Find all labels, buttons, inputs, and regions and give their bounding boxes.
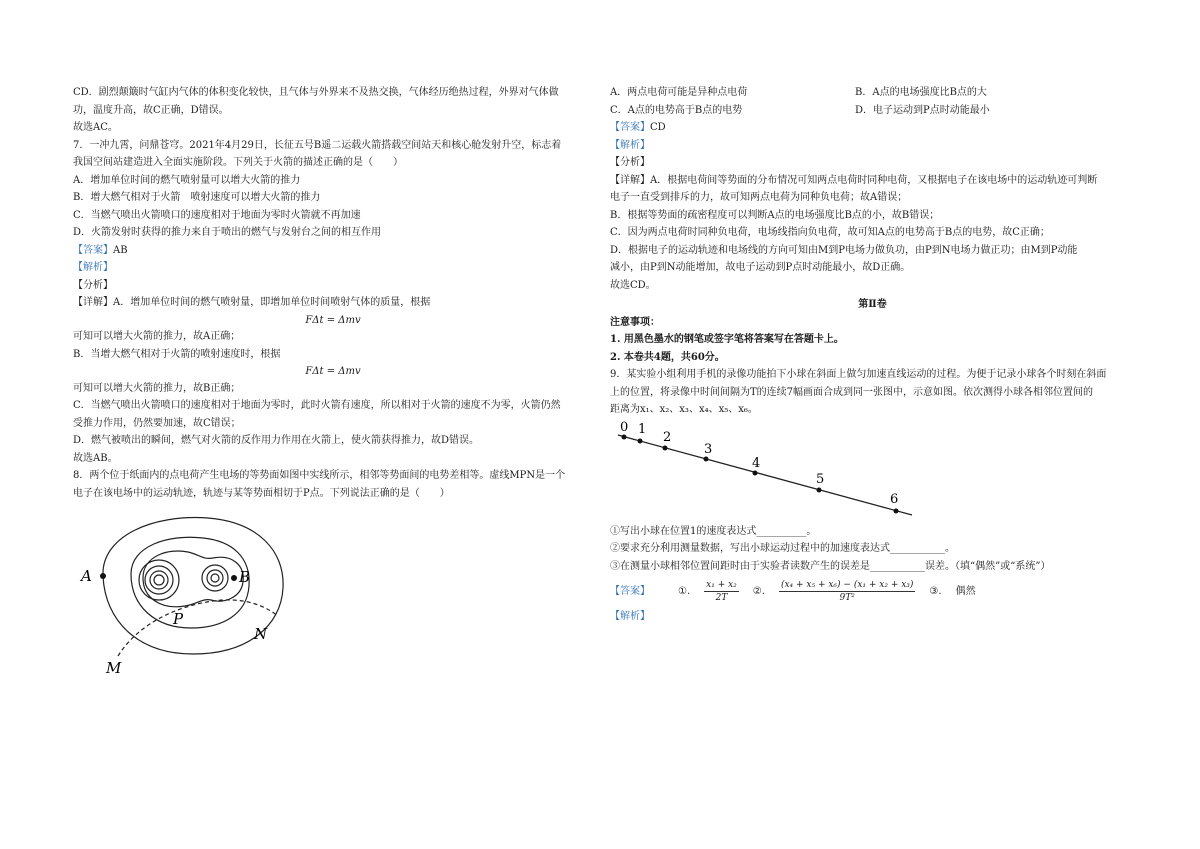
- label-n: N: [254, 625, 268, 643]
- question-7-stem: 7．一冲九霄，问鼎苍穹。2021年4月29日，长征五号B遥二运载火箭搭载空间站天和核心舱发射升空，标志着: [73, 139, 562, 151]
- left-column: [73, 86, 593, 676]
- question-8-stem: 8．两个位于纸面内的点电荷产生电场的等势面如图中实线所示，相邻等势面间的电势差相等。虚线MPN是一个: [73, 470, 566, 481]
- question-9-stem: 距离为x₁、x₂、x₃、x₄、x₅、x₆。: [610, 404, 758, 415]
- question-8-option-b: B．A点的电场强度比B点的大: [855, 87, 987, 98]
- answer-label: 【答案】: [73, 244, 113, 256]
- formula: FΔt = Δmv: [305, 366, 361, 377]
- question-9-answer: [610, 579, 1135, 604]
- analysis-label: 【解析】: [610, 139, 650, 151]
- ball-position-2: [663, 445, 668, 450]
- text-line: 故选CD。: [610, 279, 656, 291]
- question-8-option-d: D．电子运动到P点时动能最小: [855, 104, 990, 116]
- answer-label: 【答案】: [610, 585, 650, 597]
- charge-left-ring2: [145, 566, 173, 594]
- text-line: 功，温度升高，故C正确，D错误。: [73, 104, 229, 116]
- question-8-options-row: [610, 104, 1135, 118]
- charge-right-ring3: [211, 574, 219, 582]
- ball-position-5: [817, 487, 822, 492]
- answer-1-numerator: x₁ + x₂: [704, 579, 739, 592]
- ball-position-1: [638, 438, 643, 443]
- analysis-label: 【解析】: [73, 262, 113, 273]
- question-7-option-a: A．增加单位时间的燃气喷射量可以增大火箭的推力: [73, 174, 301, 186]
- answer-2-numerator: (x₄ + x₅ + x₆) − (x₁ + x₂ + x₃): [779, 579, 915, 592]
- text-line: 故选AB。: [73, 452, 118, 464]
- question-8-option-c: C．A点的电势高于B点的电势: [610, 104, 743, 116]
- position-label-1: 1: [638, 421, 647, 437]
- point-a-dot: [100, 573, 106, 579]
- detail-line: 【详解】A．根据电荷间等势面的分布情况可知两点电荷时同种电荷，又根据电子在该电场中的运动轨迹可判断: [610, 174, 1098, 186]
- detail-line: 减小，由P到N动能增加，故电子运动到P点时动能最小，故D正确。: [610, 262, 911, 273]
- question-7-option-b: B．增大燃气相对于火箭 喷射速度可以增大火箭的推力: [73, 192, 321, 203]
- right-column: [610, 86, 1135, 628]
- answer-value: CD: [650, 122, 666, 133]
- label-b: B: [239, 568, 251, 586]
- detail-line: D．燃气被喷出的瞬间，燃气对火箭的反作用力作用在火箭上，使火箭获得推力，故D错误。: [73, 435, 480, 446]
- question-8-options-row: [610, 86, 1135, 100]
- notice-title: 注意事项：: [610, 316, 660, 328]
- answer-1-fraction: [704, 579, 739, 604]
- answer-1-denominator: 2T: [715, 593, 728, 604]
- position-label-3: 3: [704, 441, 713, 457]
- ball-position-6: [894, 508, 899, 513]
- fenxi-label: 【分析】: [73, 279, 113, 291]
- equipotential-middle: [131, 537, 249, 628]
- formula: FΔt = Δmv: [305, 314, 361, 326]
- detail-line: B．根据等势面的疏密程度可以判断A点的电场强度比B点的小，故B错误；: [610, 209, 940, 221]
- detail-line: 可知可以增大火箭的推力，故A正确；: [73, 331, 241, 342]
- answer-2-fraction: [779, 579, 915, 604]
- question-8-option-a: A．两点电荷可能是异种点电荷: [610, 87, 748, 98]
- point-b-dot: [231, 575, 237, 581]
- detail-line: D．根据电子的运动轨迹和电场线的方向可知由M到P电场力做负功，由P到N电场力做正功；由M到P动能: [610, 244, 1078, 256]
- position-label-6: 6: [890, 491, 899, 507]
- question-9-stem: 9．某实验小组利用手机的录像功能拍下小球在斜面上做匀加速直线运动的过程。为便于记录小球各个时刻在斜面: [610, 369, 1107, 380]
- answer-label: 【答案】: [610, 122, 650, 133]
- ball-position-4: [753, 470, 758, 475]
- equipotential-figure: [73, 506, 313, 676]
- detail-line: C．当燃气喷出火箭喷口的速度相对于地面为零时，此时火箭有速度，所以相对于火箭的速度不为零，火箭仍然: [73, 400, 561, 411]
- analysis-label: 【解析】: [610, 611, 650, 623]
- detail-line: 受推力作用，仍然要加速，故C错误；: [73, 417, 241, 429]
- question-8-stem: 电子在该电场中的运动轨迹，轨迹与某等势面相切于P点。下列说法正确的是（ ）: [73, 487, 450, 499]
- answer-line: [610, 121, 1135, 135]
- answer-line: [73, 244, 593, 258]
- detail-line: C．因为两点电荷时同种负电荷，电场线指向负电荷，故可知A点的电势高于B点的电势，故C正确；: [610, 227, 1050, 238]
- question-7-option-c: C．当燃气喷出火箭喷口的速度相对于地面为零时火箭就不再加速: [73, 209, 361, 221]
- position-label-4: 4: [752, 455, 761, 471]
- answer-3-mark: ③.: [929, 585, 942, 597]
- question-9-sub: ①写出小球在位置1的速度表达式__________。: [610, 525, 817, 537]
- question-7-stem: 我国空间站建造进入全面实施阶段。下列关于火箭的描述正确的是（ ）: [73, 157, 403, 168]
- ball-position-0: [622, 434, 627, 439]
- charge-right-ring1: [202, 565, 228, 591]
- text-line: CD．剧烈颠簸时气缸内气体的体积变化较快，且气体与外界来不及热交换，气体经历绝热过程，外界对气体做: [73, 87, 559, 98]
- text-line: 故选AC。: [73, 122, 118, 133]
- notice-item: 1. 用黑色墨水的钢笔或签字笔将答案写在答题卡上。: [610, 334, 844, 345]
- notice-item: 2. 本卷共4题，共60分。: [610, 351, 725, 363]
- answer-2-denominator: 9T²: [839, 593, 855, 604]
- detail-line: 可知可以增大火箭的推力，故B正确；: [73, 382, 241, 394]
- charge-right-ring2: [207, 570, 223, 586]
- charge-left-ring4: [154, 575, 164, 585]
- question-9-sub: ③在测量小球相邻位置间距时由于实验者读数产生的误差是___________误差。（填“偶然”或“系统”）: [610, 560, 1051, 572]
- incline-figure: [610, 421, 920, 521]
- detail-line: B．当增大燃气相对于火箭的喷射速度时，根据: [73, 348, 281, 360]
- ball-position-3: [704, 456, 709, 461]
- label-p: P: [173, 610, 184, 628]
- detail-line: 【详解】A．增加单位时间的燃气喷射量，即增加单位时间喷射气体的质量，根据: [73, 297, 431, 308]
- label-a: A: [81, 567, 92, 585]
- incline-line: [618, 435, 912, 515]
- detail-line: 电子一直受到排斥的力，故可知两点电荷为同种负电荷；故A错误；: [610, 192, 908, 203]
- position-label-5: 5: [816, 471, 825, 487]
- answer-1-mark: ①.: [678, 585, 691, 597]
- question-9-sub: ②要求充分利用测量数据，写出小球运动过程中的加速度表达式___________。: [610, 543, 955, 554]
- question-9-stem: 上的位置，将录像中时间间隔为T的连续7幅画面合成到同一张图中，示意如图。依次测得小球各相邻位置间的: [610, 386, 1094, 398]
- position-label-0: 0: [620, 420, 629, 435]
- answer-3-value: 偶然: [955, 585, 976, 597]
- label-m: M: [106, 659, 122, 676]
- position-label-2: 2: [663, 429, 672, 445]
- charge-left-ring3: [150, 571, 168, 589]
- answer-2-mark: ②.: [752, 585, 765, 597]
- section-title: 第Ⅱ卷: [858, 299, 887, 310]
- question-7-option-d: D．火箭发射时获得的推力来自于喷出的燃气与发射台之间的相互作用: [73, 227, 382, 238]
- answer-value: AB: [113, 244, 128, 256]
- fenxi-label: 【分析】: [610, 157, 650, 168]
